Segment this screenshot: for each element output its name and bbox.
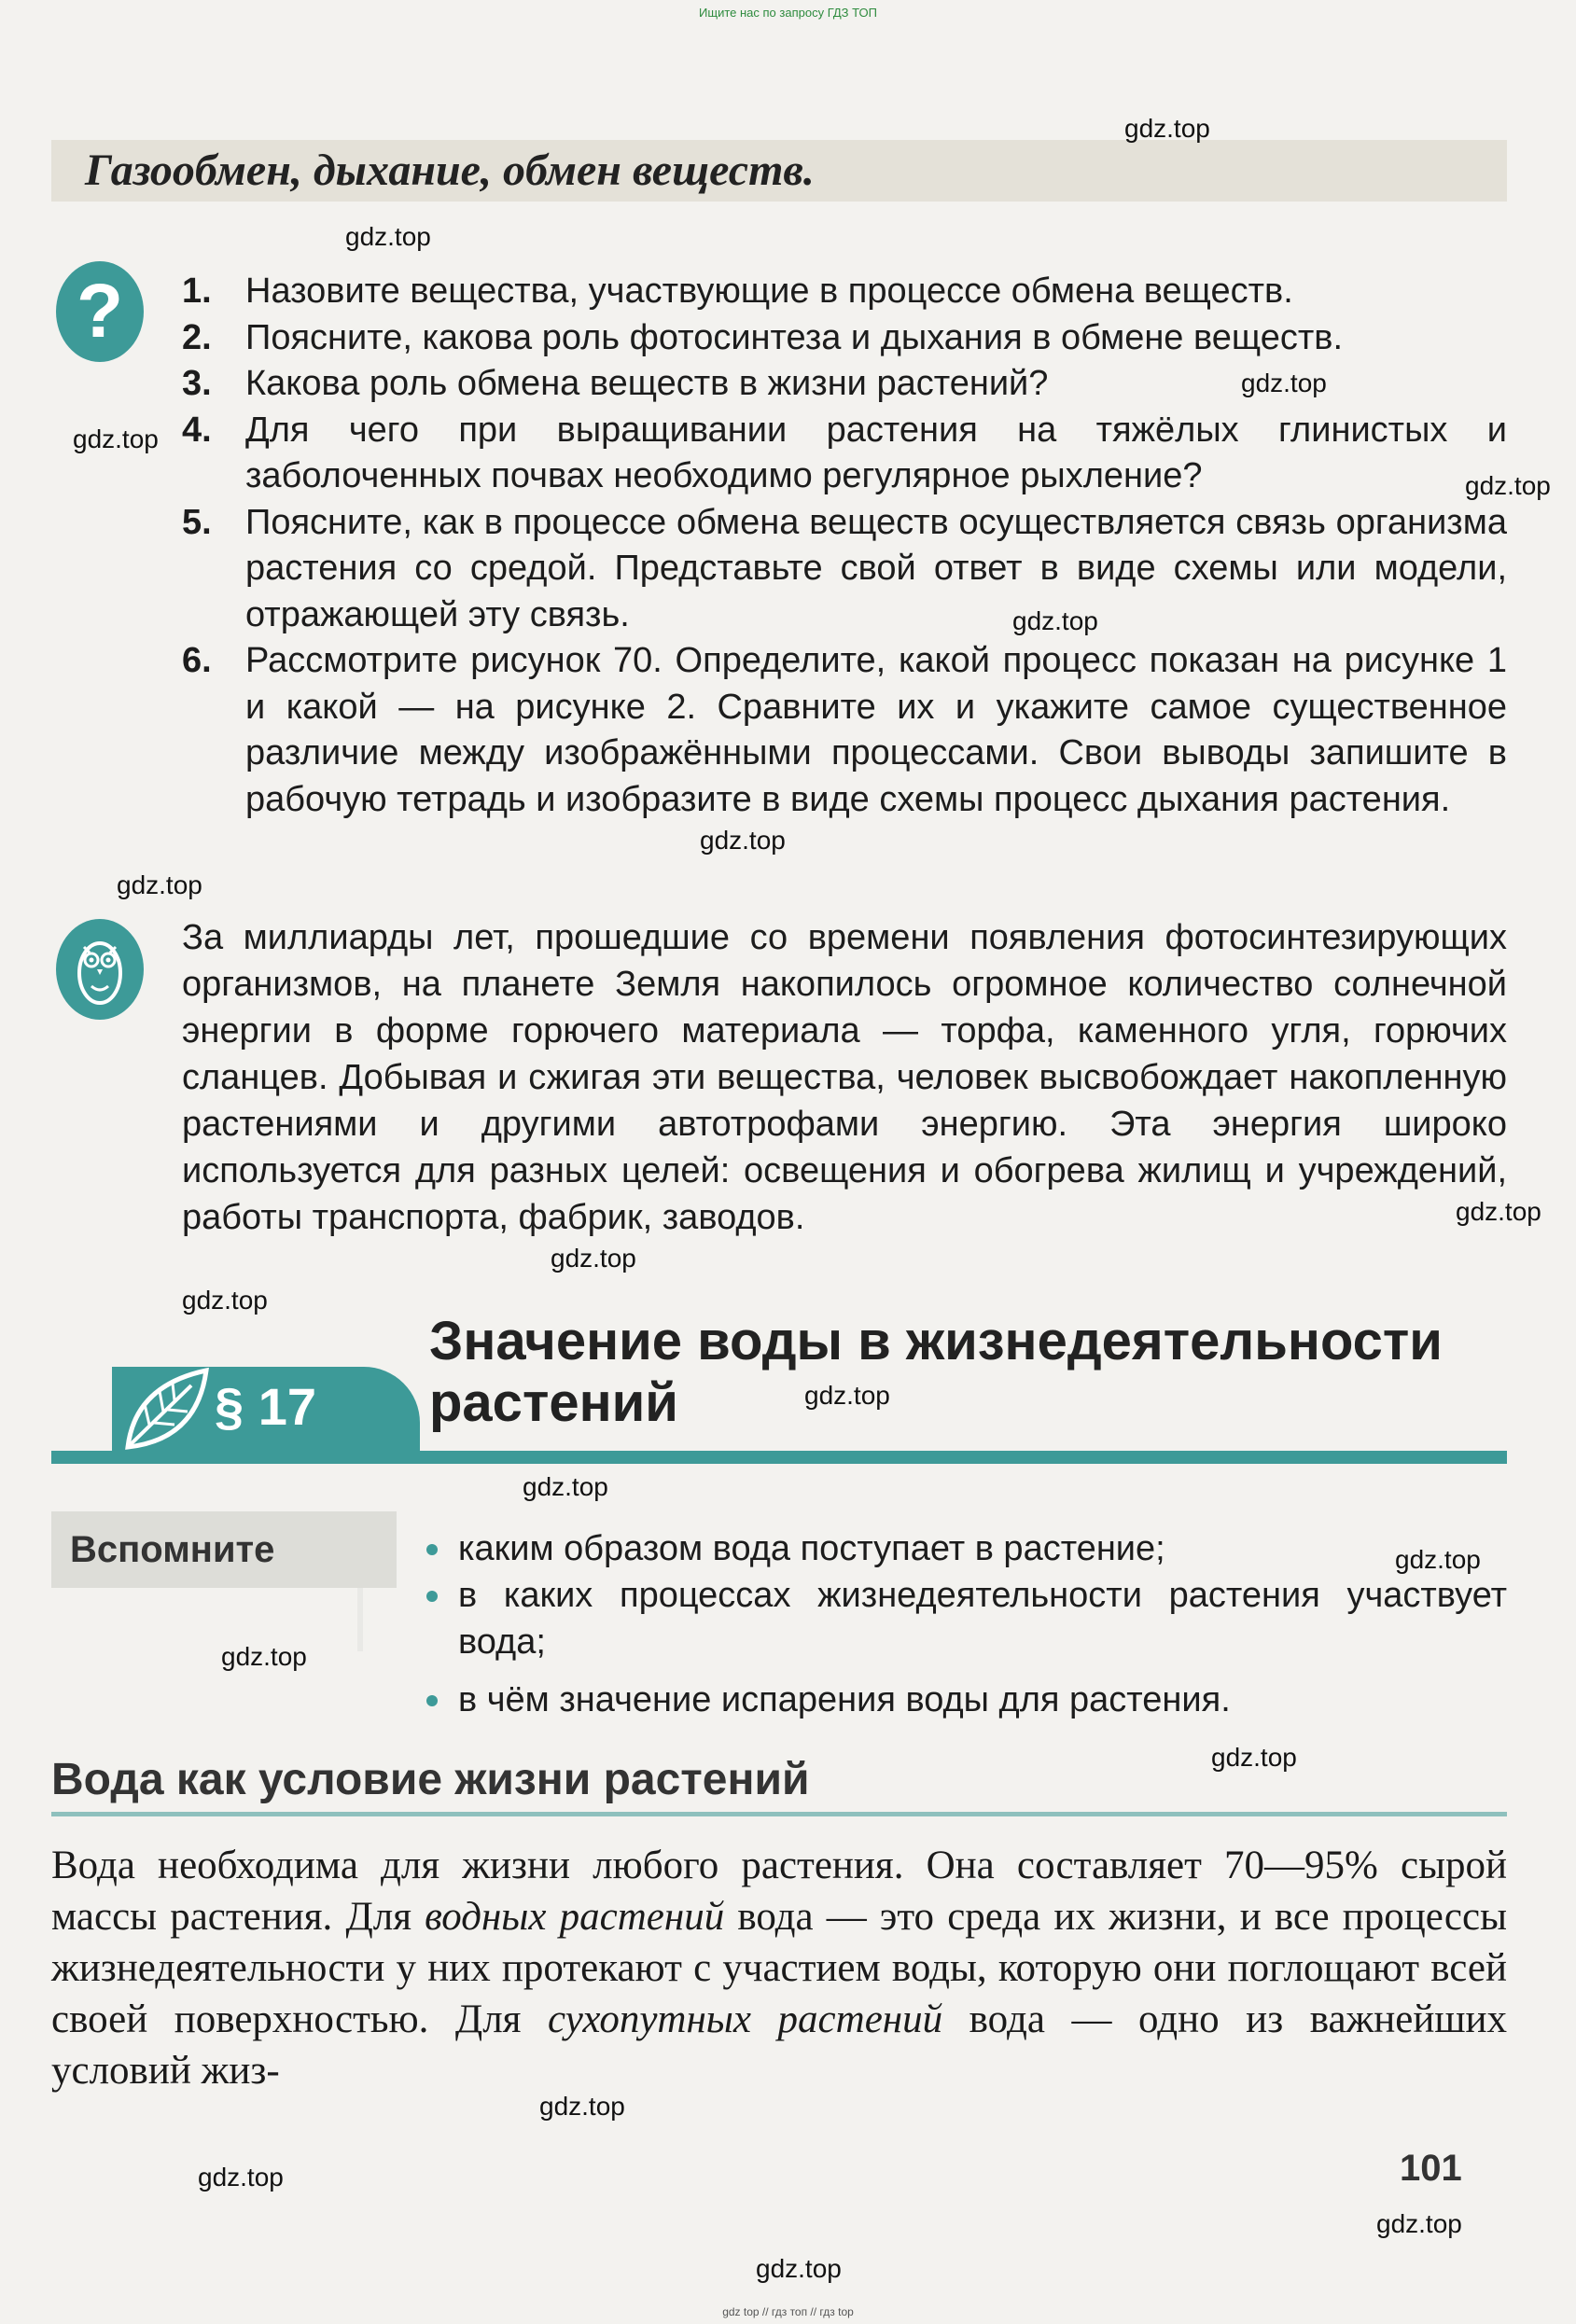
question-number: 5. bbox=[182, 502, 212, 542]
watermark: gdz.top bbox=[1211, 1743, 1297, 1772]
owl-icon bbox=[56, 919, 144, 1020]
subheading: Вода как условие жизни растений bbox=[51, 1755, 810, 1804]
question-number: 4. bbox=[182, 410, 212, 450]
watermark: gdz.top bbox=[756, 2254, 842, 2283]
top-banner[interactable]: Ищите нас по запросу ГДЗ ТОП bbox=[699, 6, 877, 20]
question-mark-icon: ? bbox=[56, 261, 144, 362]
watermark: gdz.top bbox=[1465, 471, 1551, 500]
watermark: gdz.top bbox=[345, 222, 431, 251]
watermark: gdz.top bbox=[221, 1642, 307, 1671]
question-text: Назовите вещества, участвующие в процессе обмена веществ. bbox=[245, 271, 1293, 311]
paragraph-title: Значение воды в жизнедеятельности растений bbox=[429, 1311, 1443, 1433]
recall-item: в чём значение испарения воды для растения. bbox=[425, 1677, 1507, 1723]
subheading-rule bbox=[51, 1812, 1507, 1816]
question-item bbox=[182, 500, 1507, 639]
watermark: gdz.top bbox=[182, 1286, 268, 1315]
bottom-banner[interactable]: gdz top // гдз топ // гдз top bbox=[722, 2305, 854, 2318]
page-number: 101 bbox=[1400, 2148, 1462, 2189]
watermark: gdz.top bbox=[804, 1381, 890, 1410]
question-text: Для чего при выращивании растения на тяжёлых глинистых и заболоченных почвах необходимо регулярное рыхление? bbox=[245, 410, 1507, 495]
watermark: gdz.top bbox=[1395, 1545, 1481, 1574]
question-number: 2. bbox=[182, 317, 212, 357]
question-text: Поясните, как в процессе обмена веществ осуществляется связь организма растения со средой. Представьте свой ответ в виде схемы или модели, отражающей эту связь. bbox=[245, 502, 1507, 634]
recall-item: в каких процессах жизнедеятельности растения участвует вода; bbox=[425, 1572, 1507, 1665]
question-number: 3. bbox=[182, 364, 212, 403]
watermark: gdz.top bbox=[523, 1472, 608, 1501]
body-part: Вода необходима для жизни любого растения. Она составляет 70—95% сырой массы растения. Для bbox=[51, 1844, 1507, 1939]
body-italic: сухопутных растений bbox=[548, 1997, 943, 2041]
question-item bbox=[182, 408, 1507, 500]
watermark: gdz.top bbox=[117, 870, 202, 899]
paragraph-number: § 17 bbox=[215, 1377, 316, 1436]
recall-sign-post bbox=[357, 1588, 363, 1651]
question-item bbox=[182, 269, 1507, 315]
watermark: gdz.top bbox=[1456, 1197, 1541, 1226]
watermark: gdz.top bbox=[1376, 2209, 1462, 2238]
question-item bbox=[182, 315, 1507, 362]
watermark: gdz.top bbox=[1124, 114, 1210, 143]
watermark: gdz.top bbox=[700, 826, 786, 855]
question-text: Рассмотрите рисунок 70. Определите, какой процесс показан на рисунке 1 и какой — на рисунке 2. Сравните их и укажите самое существенное различие между изображёнными процессами. Свои выводы запишите в рабочую тетрадь и изобразите в виде схемы процесс дыхания растения. bbox=[245, 641, 1507, 819]
watermark: gdz.top bbox=[73, 424, 159, 453]
question-number: 1. bbox=[182, 271, 212, 311]
paragraph-bar bbox=[51, 1451, 1507, 1464]
body-part: вода — одно из важнейших условий жиз- bbox=[51, 1997, 1507, 2093]
body-text bbox=[51, 1840, 1507, 2096]
watermark: gdz.top bbox=[539, 2092, 625, 2121]
recall-list bbox=[425, 1525, 1507, 1723]
body-italic: водных растений bbox=[425, 1895, 725, 1939]
body-part: вода — это среда их жизни, и все процессы жизнедеятельности у них протекают с участием воды, которую они поглощают всей своей поверхностью. Для bbox=[51, 1895, 1507, 2041]
question-number: 6. bbox=[182, 641, 212, 680]
watermark: gdz.top bbox=[1012, 606, 1098, 635]
fact-text: За миллиарды лет, прошедшие со времени появления фотосинтезирующих организмов, на планете Земля накопилось огромное количество солнечной энергии в форме горючего материала — торфа, каменного угля, горючих сланцев. Добывая и сжигая эти вещества, человек высвобождает накопленную растениями и другими автотрофами энергию. Эта энергия широко используется для разных целей: освещения и обогрева жилищ и учреждений, работы транспорта, фабрик, заводов. bbox=[182, 918, 1507, 1237]
watermark: gdz.top bbox=[551, 1244, 636, 1273]
question-text: Какова роль обмена веществ в жизни растений? bbox=[245, 364, 1049, 403]
leaf-icon bbox=[117, 1357, 219, 1460]
recall-item: каким образом вода поступает в растение; bbox=[425, 1525, 1507, 1572]
question-text: Поясните, какова роль фотосинтеза и дыхания в обмене веществ. bbox=[245, 317, 1344, 357]
section-title: Газообмен, дыхание, обмен веществ. bbox=[51, 140, 1507, 202]
watermark: gdz.top bbox=[198, 2163, 284, 2192]
recall-label: Вспомните bbox=[51, 1511, 397, 1588]
watermark: gdz.top bbox=[1241, 369, 1327, 397]
question-item bbox=[182, 638, 1507, 823]
questions-list bbox=[182, 269, 1507, 823]
